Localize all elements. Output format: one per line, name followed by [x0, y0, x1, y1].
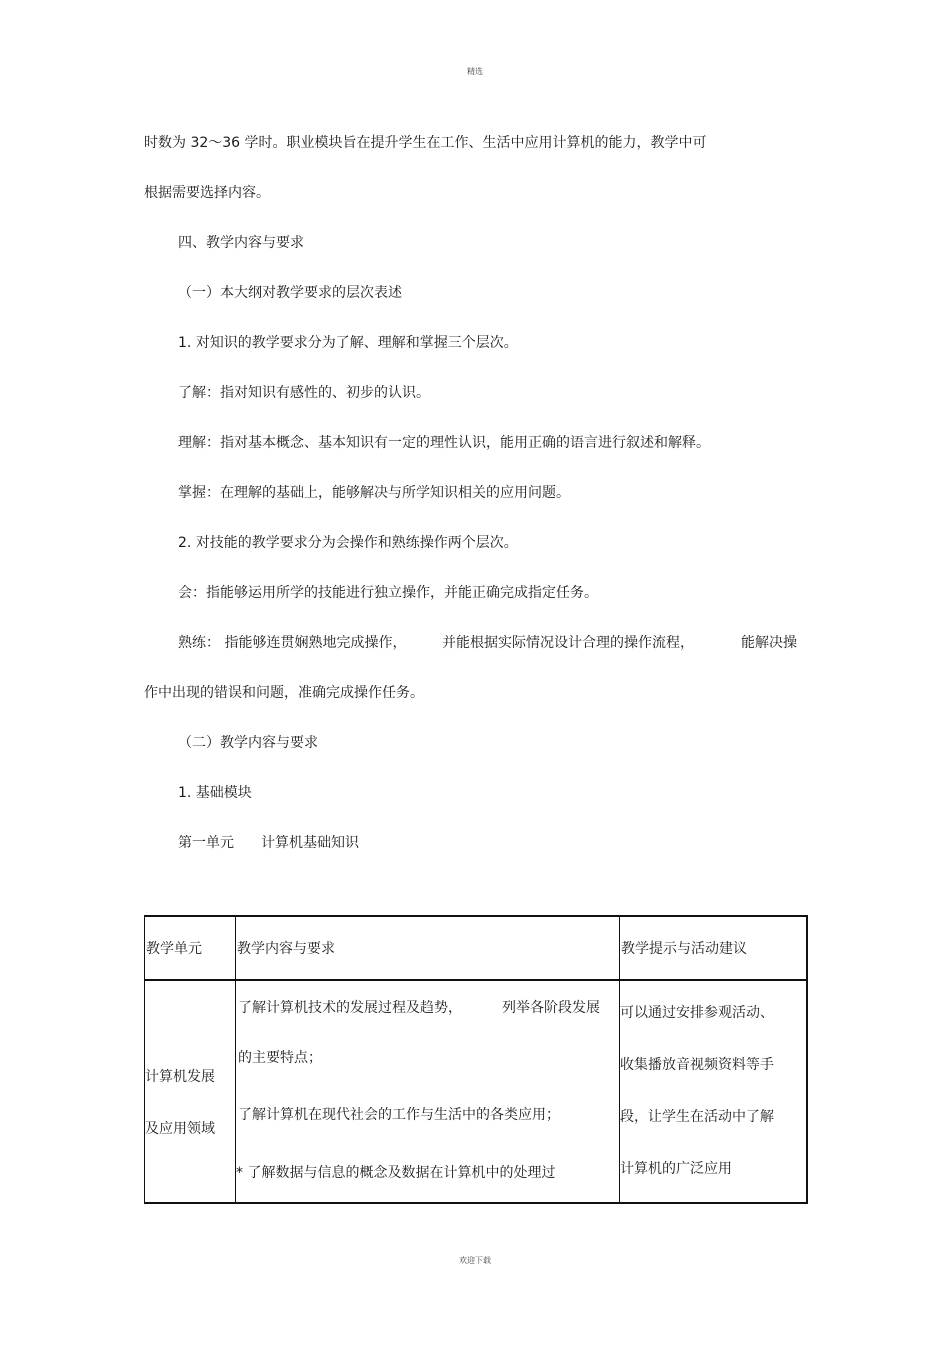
paragraph-hours-line1: 时数为 32～36 学时。职业模块旨在提升学生在工作、生活中应用计算机的能力，教学中可	[144, 135, 707, 151]
section-heading-4: 四、教学内容与要求	[178, 235, 304, 251]
content-data-info: * 了解数据与信息的概念及数据在计算机中的处理过	[236, 1165, 556, 1181]
table-header-cell-tips: 教学提示与活动建议	[620, 916, 807, 980]
definition-can-operate: 会：指能够运用所学的技能进行独立操作，并能正确完成指定任务。	[178, 585, 598, 601]
content-history-part3: 的主要特点；	[238, 1050, 322, 1066]
unit-label: 第一单元	[178, 835, 234, 851]
definition-proficient-part4: 作中出现的错误和问题，准确完成操作任务。	[144, 685, 424, 701]
tips-line4: 计算机的广泛应用	[620, 1161, 732, 1177]
knowledge-levels-item: 1. 对知识的教学要求分为了解、理解和掌握三个层次。	[178, 335, 518, 351]
content-applications: 了解计算机在现代社会的工作与生活中的各类应用；	[238, 1107, 560, 1123]
table-row	[145, 980, 807, 1203]
definition-understand-basic: 了解：指对知识有感性的、初步的认识。	[178, 385, 430, 401]
content-history-part1: 了解计算机技术的发展过程及趋势，	[238, 1000, 462, 1016]
unit-name-line1: 计算机发展	[145, 1069, 215, 1085]
footer-watermark: 欢迎下载	[459, 1256, 491, 1265]
definition-proficient-part2: 并能根据实际情况设计合理的操作流程，	[442, 635, 694, 651]
tips-line2: 收集播放音视频资料等手	[620, 1057, 774, 1073]
definition-proficient-part3: 能解决操	[741, 635, 797, 651]
unit-title: 计算机基础知识	[261, 835, 359, 851]
table-header-cell-content: 教学内容与要求	[236, 916, 620, 980]
definition-comprehend: 理解：指对基本概念、基本知识有一定的理性认识，能用正确的语言进行叙述和解释。	[178, 435, 710, 451]
basic-module-heading: 1. 基础模块	[178, 785, 252, 801]
paragraph-hours-line2: 根据需要选择内容。	[144, 185, 270, 201]
content-history-part2: 列举各阶段发展	[502, 1000, 600, 1016]
tips-line3: 段，让学生在活动中了解	[620, 1109, 774, 1125]
skill-levels-item: 2. 对技能的教学要求分为会操作和熟练操作两个层次。	[178, 535, 518, 551]
table-cell-content	[236, 980, 620, 1203]
definition-proficient-part1: 熟练： 指能够连贯娴熟地完成操作，	[178, 635, 407, 651]
unit-content-table	[144, 915, 808, 1204]
unit-name-line2: 及应用领域	[145, 1121, 215, 1137]
definition-master: 掌握：在理解的基础上，能够解决与所学知识相关的应用问题。	[178, 485, 570, 501]
table-cell-tips	[620, 980, 807, 1203]
table-cell-unit	[145, 980, 236, 1203]
table-header-row	[145, 916, 807, 980]
tips-line1: 可以通过安排参观活动、	[620, 1005, 774, 1021]
header-watermark: 精选	[467, 67, 483, 76]
subsection-heading-levels: （一）本大纲对教学要求的层次表述	[178, 285, 402, 301]
subsection-heading-content: （二）教学内容与要求	[178, 735, 318, 751]
table-header-cell-unit: 教学单元	[145, 916, 236, 980]
